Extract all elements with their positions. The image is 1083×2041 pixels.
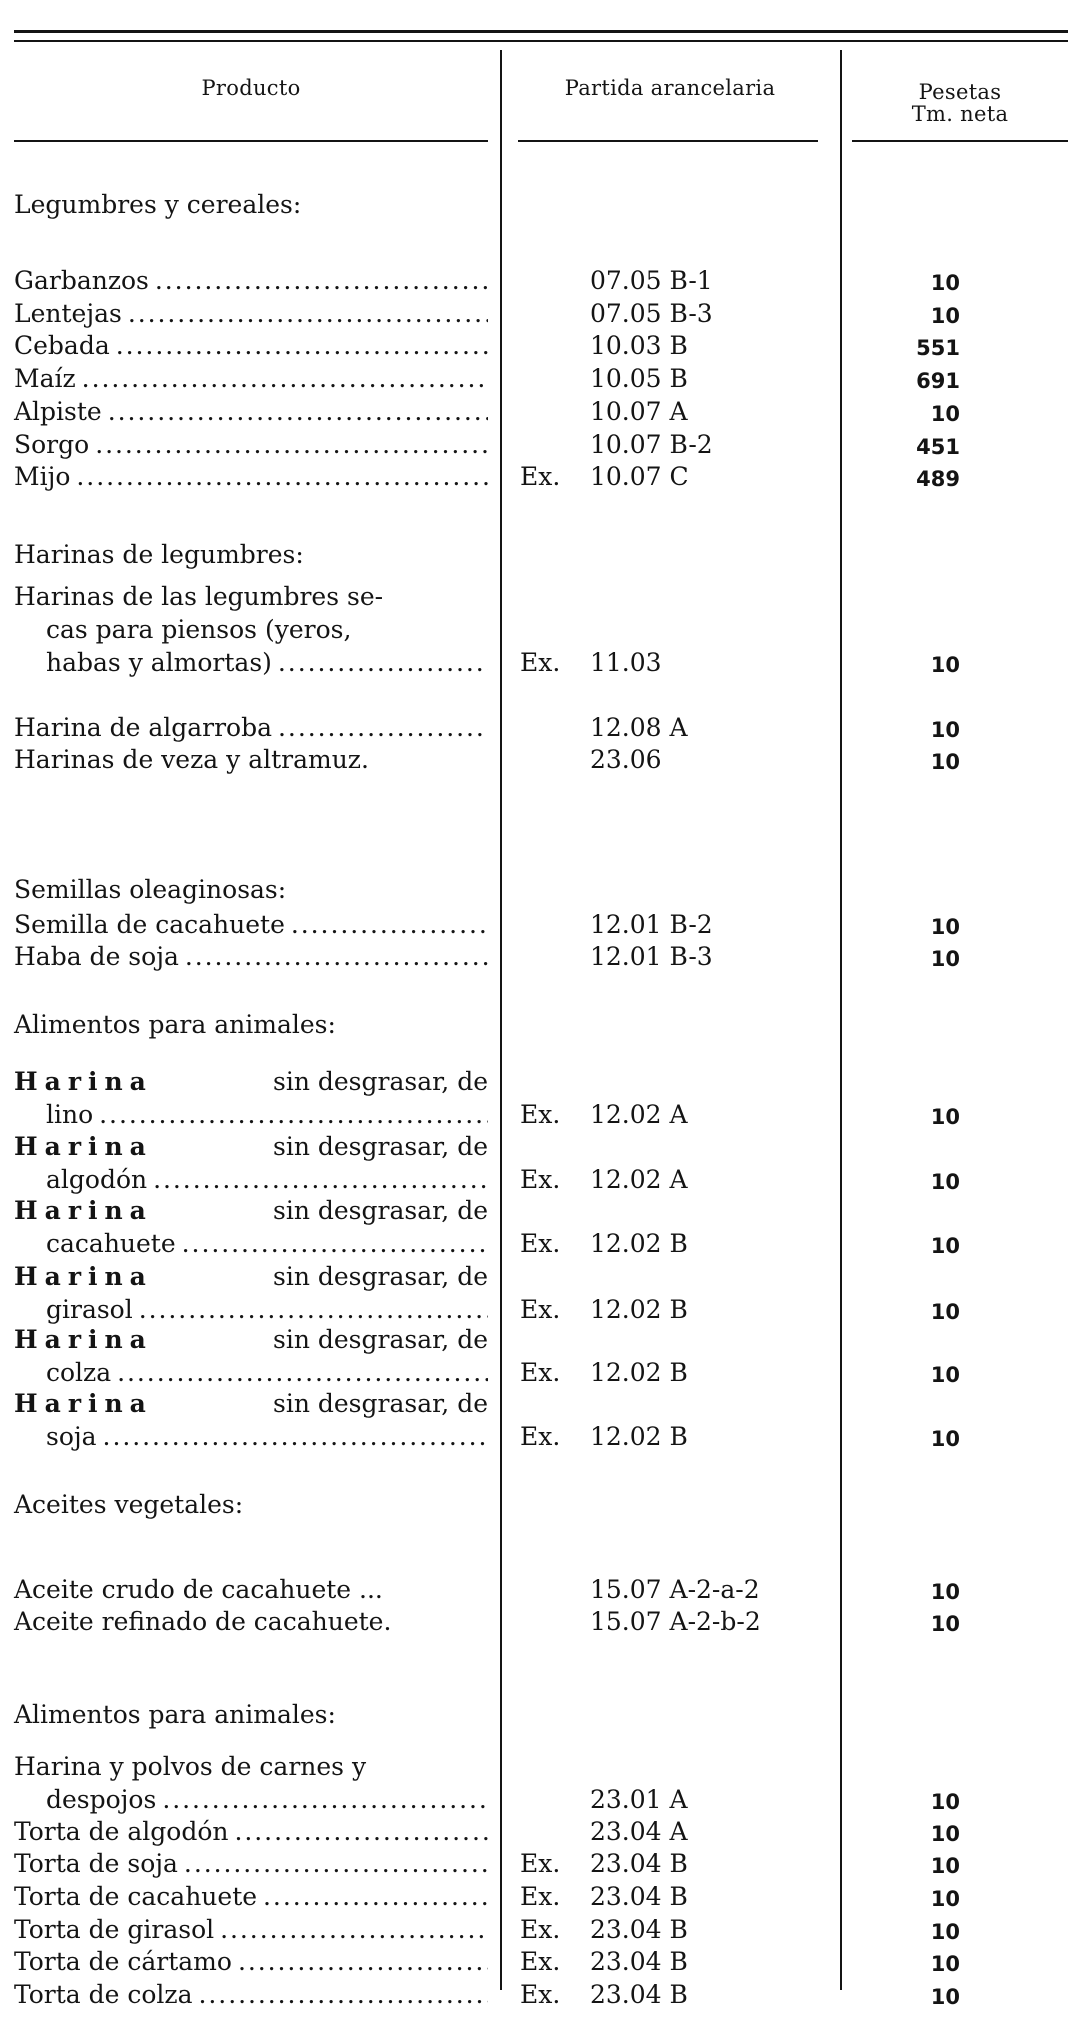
tariff-code-value: 07.05 B-3 [590,299,713,328]
product-name: Harina sin desgrasar, de [14,1262,488,1291]
product-name-text: algodón [46,1165,148,1194]
product-name-text: Torta de colza [14,1980,193,2009]
pesetas-value: 10 [930,1822,960,1846]
tariff-code-value: 10.07 C [590,462,689,491]
product-name-text: Garbanzos [14,266,149,295]
dot-leader [162,1785,488,1815]
tariff-code [520,1785,820,1815]
pesetas-value: 10 [930,1854,960,1878]
tariff-ex-prefix: Ex. [520,1882,561,1911]
tariff-code [520,745,820,775]
tariff-ex-prefix: Ex. [520,1229,561,1258]
tariff-code [520,1947,820,1977]
product-name [14,430,488,460]
header-underline-pesetas [852,140,1068,142]
product-name [46,1100,488,1130]
product-name-text: Maíz [14,364,76,393]
product-name [14,1980,488,2010]
pesetas-value: 10 [930,718,960,742]
dot-leader [153,1165,488,1195]
pesetas-value: 10 [930,1790,960,1814]
pesetas-value: 10 [930,653,960,677]
pesetas-value: 10 [930,304,960,328]
dot-leader [291,910,488,940]
tariff-code-value: 23.04 B [590,1980,688,2009]
tariff-ex-prefix: Ex. [520,1295,561,1324]
product-name-text: Cebada [14,331,110,360]
dot-leader [263,1882,488,1912]
product-name: Aceite refinado de cacahuete. [14,1607,392,1636]
section-heading: Legumbres y cereales: [14,190,302,219]
product-name-text: Torta de cártamo [14,1947,232,1976]
product-name [46,1165,488,1195]
pesetas-value: 10 [930,1105,960,1129]
pesetas-value: 451 [916,435,960,459]
spaced-word: Harina [14,1389,153,1418]
tariff-code [520,462,820,492]
product-name [14,1915,488,1945]
product-name: Aceite crudo de cacahuete ... [14,1575,383,1604]
tariff-code [520,1358,820,1388]
tariff-code [520,266,820,296]
pesetas-value: 10 [930,1300,960,1324]
spaced-word: Harina [14,1067,153,1096]
tariff-code [520,1422,820,1452]
tariff-code-value: 12.02 B [590,1295,688,1324]
spaced-word: Harina [14,1196,153,1225]
product-name: Harinas de veza y altramuz. [14,745,369,774]
tariff-ex-prefix: Ex. [520,1100,561,1129]
pesetas-value: 10 [930,402,960,426]
pesetas-value: 691 [916,369,960,393]
product-name-text: Mijo [14,462,71,491]
dot-leader [238,1947,488,1977]
product-name [46,648,488,678]
product-name [14,910,488,940]
product-name-text: Torta de cacahuete [14,1882,258,1911]
tariff-code [520,910,820,940]
product-name-text: cacahuete [46,1229,176,1258]
tariff-ex-prefix: Ex. [520,1980,561,2009]
product-name: cas para piensos (yeros, [46,615,352,644]
dot-leader [82,364,488,394]
header-producto: Producto [201,76,301,100]
tariff-code-value: 15.07 A-2-b-2 [590,1607,761,1636]
header-underline-partida [518,140,818,142]
tariff-code-value: 15.07 A-2-a-2 [590,1575,760,1604]
pesetas-value: 10 [930,271,960,295]
dot-leader [128,299,488,329]
tariff-code-value: 12.01 B-3 [590,942,713,971]
tariff-code-value: 23.04 B [590,1915,688,1944]
tariff-code [520,364,820,394]
tariff-code-value: 12.08 A [590,713,688,742]
product-name-text: Semilla de cacahuete [14,910,285,939]
product-name-text: despojos [46,1785,157,1814]
tariff-code [520,430,820,460]
tariff-code-value: 11.03 [590,648,662,677]
product-name-text: habas y almortas) [46,648,272,677]
tariff-code [520,1915,820,1945]
tariff-code-value: 12.02 B [590,1229,688,1258]
product-name [46,1358,488,1388]
tariff-code [520,942,820,972]
pesetas-value: 10 [930,1985,960,2009]
tariff-code-value: 12.02 B [590,1358,688,1387]
product-name: Harina sin desgrasar, de [14,1132,488,1161]
tariff-code-value: 12.02 B [590,1422,688,1451]
tariff-code-value: 12.02 A [590,1100,688,1129]
tariff-code [520,1295,820,1325]
tariff-code [520,1817,820,1847]
product-name [14,1849,488,1879]
tariff-code [520,331,820,361]
pesetas-value: 489 [916,467,960,491]
pesetas-value: 10 [930,947,960,971]
product-name-text: Haba de soja [14,942,179,971]
tariff-code [520,1100,820,1130]
product-name-text: lino [46,1100,94,1129]
top-double-rule-1 [14,30,1068,33]
section-heading: Semillas oleaginosas: [14,875,287,904]
tariff-code [520,1882,820,1912]
product-name [14,1947,488,1977]
tariff-code [520,299,820,329]
product-name-text: Harina de algarroba [14,713,273,742]
dot-leader [108,397,488,427]
tariff-code-value: 10.07 B-2 [590,430,713,459]
tariff-code-value: 23.04 A [590,1817,688,1846]
tariff-code-value: 23.04 B [590,1849,688,1878]
tariff-code [520,1849,820,1879]
product-name-text: soja [46,1422,97,1451]
section-heading: Alimentos para animales: [14,1010,336,1039]
tariff-code-value: 23.04 B [590,1947,688,1976]
tariff-code-value: 10.05 B [590,364,688,393]
product-name [14,266,488,296]
product-name [14,1817,488,1847]
dot-leader [76,462,488,492]
product-name-text: Alpiste [14,397,102,426]
dot-leader [278,648,488,678]
top-double-rule-2 [14,40,1068,42]
tariff-ex-prefix: Ex. [520,1947,561,1976]
product-name-text: Torta de girasol [14,1915,215,1944]
product-name [14,364,488,394]
product-name [14,713,488,743]
product-name-text: Torta de soja [14,1849,178,1878]
pesetas-value: 10 [930,1952,960,1976]
tariff-ex-prefix: Ex. [520,1422,561,1451]
column-divider-2 [840,50,842,1990]
tariff-ex-prefix: Ex. [520,1849,561,1878]
tariff-code-value: 12.02 A [590,1165,688,1194]
tariff-code [520,1980,820,2010]
pesetas-value: 10 [930,1170,960,1194]
pesetas-value: 10 [930,1887,960,1911]
pesetas-value: 10 [930,750,960,774]
product-name [14,331,488,361]
spaced-word: Harina [14,1262,153,1291]
dot-leader [139,1295,488,1325]
spaced-word: Harina [14,1132,153,1161]
section-heading: Aceites vegetales: [14,1490,244,1519]
dot-leader [184,1849,488,1879]
dot-leader [185,942,488,972]
tariff-ex-prefix: Ex. [520,1165,561,1194]
product-name [14,942,488,972]
tariff-ex-prefix: Ex. [520,1358,561,1387]
pesetas-value: 10 [930,1612,960,1636]
tariff-code-value: 23.01 A [590,1785,688,1814]
product-name: Harina sin desgrasar, de [14,1067,488,1096]
dot-leader [199,1980,488,2010]
tariff-code [520,1165,820,1195]
product-name [46,1422,488,1452]
pesetas-value: 10 [930,1363,960,1387]
tariff-code-value: 10.07 A [590,397,688,426]
pesetas-value: 551 [916,336,960,360]
dot-leader [117,1358,488,1388]
tariff-code-value: 07.05 B-1 [590,266,713,295]
tariff-code [520,648,820,678]
column-divider-1 [500,50,502,1990]
header-tm-neta: Tm. neta [911,102,1009,126]
tariff-code-value: 23.06 [590,745,662,774]
product-name: Harina y polvos de carnes y [14,1752,367,1781]
product-name: Harina sin desgrasar, de [14,1196,488,1225]
product-name: Harinas de las legumbres se- [14,582,384,611]
product-name: Harina sin desgrasar, de [14,1325,488,1354]
pesetas-value: 10 [930,1920,960,1944]
tariff-code-value: 12.01 B-2 [590,910,713,939]
product-name [46,1785,488,1815]
section-heading: Alimentos para animales: [14,1700,336,1729]
product-name: Harina sin desgrasar, de [14,1389,488,1418]
dot-leader [182,1229,488,1259]
tariff-code [520,713,820,743]
header-partida: Partida arancelaria [564,76,776,100]
tariff-code-value: 23.04 B [590,1882,688,1911]
pesetas-value: 10 [930,1580,960,1604]
pesetas-value: 10 [930,1234,960,1258]
dot-leader [155,266,488,296]
product-name-text: Lentejas [14,299,122,328]
product-name-text: Torta de algodón [14,1817,229,1846]
dot-leader [95,430,488,460]
product-name [46,1295,488,1325]
tariff-ex-prefix: Ex. [520,1915,561,1944]
header-pesetas: Pesetas [918,80,1002,104]
dot-leader [116,331,488,361]
dot-leader [278,713,488,743]
product-name [46,1229,488,1259]
tariff-code [520,1575,820,1605]
pesetas-value: 10 [930,1427,960,1451]
tariff-ex-prefix: Ex. [520,648,561,677]
spaced-word: Harina [14,1325,153,1354]
product-name-text: girasol [46,1295,133,1324]
tariff-code [520,1229,820,1259]
product-name [14,299,488,329]
dot-leader [99,1100,488,1130]
product-name [14,1882,488,1912]
pesetas-value: 10 [930,915,960,939]
product-name [14,397,488,427]
product-name [14,462,488,492]
tariff-code [520,1607,820,1637]
product-name-text: Sorgo [14,430,90,459]
header-underline-producto [14,140,488,142]
section-heading: Harinas de legumbres: [14,540,304,569]
dot-leader [220,1915,488,1945]
tariff-code [520,397,820,427]
tariff-code-value: 10.03 B [590,331,688,360]
product-name-text: colza [46,1358,112,1387]
tariff-ex-prefix: Ex. [520,462,561,491]
dot-leader [235,1817,489,1847]
dot-leader [103,1422,488,1452]
